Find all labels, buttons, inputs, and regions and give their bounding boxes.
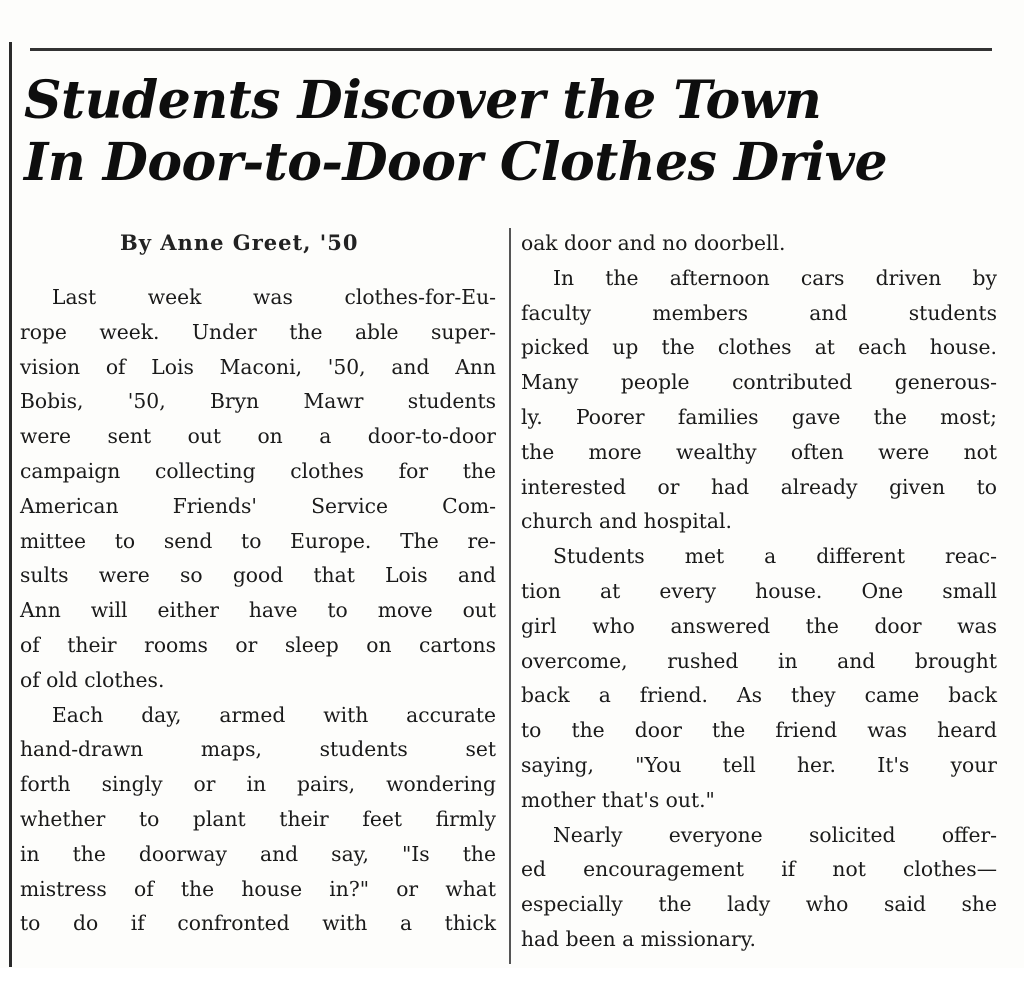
article-text-line: the more wealthy often were not — [521, 439, 997, 464]
right-column — [521, 226, 997, 957]
article-text-line: to the door the friend was heard — [521, 718, 997, 743]
article-text-line: saying, "You tell her. It's your — [521, 752, 997, 777]
article-text-line: were sent out on a door-to-door — [20, 424, 496, 449]
article-text-line: Each day, armed with accurate — [52, 702, 496, 727]
headline-line-1: Students Discover the Town — [24, 70, 822, 131]
article-text-line: interested or had already given to — [521, 474, 997, 499]
headline — [24, 70, 1004, 194]
article-text-line: American Friends' Service Com- — [20, 493, 496, 518]
byline: By Anne Greet, '50 — [120, 230, 359, 255]
article-text-line: rope week. Under the able super- — [20, 319, 496, 344]
bottom-edge — [0, 968, 1024, 982]
article-text-line: had been a missionary. — [521, 926, 756, 951]
article-text-line: sults were so good that Lois and — [20, 563, 496, 588]
article-text-line: Many people contributed generous- — [521, 370, 997, 395]
article-text-line: especially the lady who said she — [521, 892, 997, 917]
article-text-line: vision of Lois Maconi, '50, and Ann — [20, 354, 496, 379]
article-text-line: Bobis, '50, Bryn Mawr students — [20, 389, 496, 414]
article-text-line: Ann will either have to move out — [20, 598, 496, 623]
top-rule — [30, 48, 992, 51]
article-text-line: church and hospital. — [521, 509, 732, 534]
article-text-line: oak door and no doorbell. — [521, 231, 786, 255]
article-text-line: in the doorway and say, "Is the — [20, 841, 496, 866]
article-text-line: ed encouragement if not clothes— — [521, 857, 997, 882]
article-text-line: whether to plant their feet firmly — [20, 806, 496, 831]
article-text-line: campaign collecting clothes for the — [20, 458, 496, 483]
article-text-line: Nearly everyone solicited offer- — [553, 822, 997, 847]
article-text-line: Students met a different reac- — [553, 544, 997, 569]
article-text-line: Last week was clothes-for-Eu- — [52, 285, 496, 309]
article-text-line: faculty members and students — [521, 300, 997, 325]
column-divider — [509, 228, 511, 964]
article-text-line: forth singly or in pairs, wondering — [20, 772, 496, 797]
article-text-line: ly. Poorer families gave the most; — [521, 404, 997, 429]
article-text-line: picked up the clothes at each house. — [521, 335, 997, 360]
article-text-line: of old clothes. — [20, 667, 165, 692]
left-margin-rule — [9, 42, 12, 967]
article-text-line: In the afternoon cars driven by — [553, 265, 997, 290]
article-text-line: mittee to send to Europe. The re- — [20, 528, 496, 553]
article-text-line: to do if confronted with a thick — [20, 911, 496, 936]
article-text-line: hand-drawn maps, students set — [20, 737, 496, 762]
article-text-line: back a friend. As they came back — [521, 683, 997, 708]
article-text-line: of their rooms or sleep on cartons — [20, 632, 496, 657]
headline-line-2: In Door-to-Door Clothes Drive — [24, 132, 888, 193]
article-text-line: mother that's out." — [521, 787, 715, 812]
article-text-line: overcome, rushed in and brought — [521, 648, 997, 673]
article-text-line: mistress of the house in?" or what — [20, 876, 496, 901]
left-column — [20, 280, 496, 941]
article-text-line: girl who answered the door was — [521, 613, 997, 638]
article-text-line: tion at every house. One small — [521, 578, 997, 603]
